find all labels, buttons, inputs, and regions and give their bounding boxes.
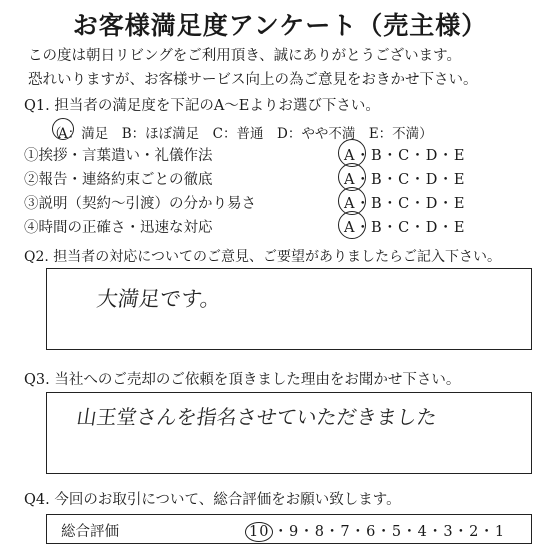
q1-legend: （A：満足 B：ほぼ満足 C：普通 D：やや不満 E：不満）: [48, 126, 433, 142]
overall-option-1[interactable]: 1: [494, 524, 506, 540]
overall-option-7[interactable]: 7: [340, 524, 351, 540]
overall-option-4[interactable]: 4: [417, 524, 428, 540]
q4-overall-label: 総合評価: [61, 524, 119, 540]
criteria-scale-4[interactable]: A・B・C・D・E: [344, 220, 466, 236]
q2-answer-box[interactable]: [46, 268, 532, 350]
overall-separator: ・: [402, 524, 418, 540]
overall-separator: ・: [479, 524, 495, 540]
overall-separator: ・: [453, 524, 470, 540]
criteria-scale-1[interactable]: A・B・C・D・E: [344, 148, 466, 164]
criteria-4-selected-circle: [338, 211, 366, 239]
q3-answer-text: 山王堂さんを指名させていただきました: [75, 405, 439, 429]
overall-separator: ・: [324, 524, 341, 540]
overall-option-10[interactable]: 10: [245, 522, 273, 542]
intro-line-2: 恐れいりますが、お客様サービス向上の為ご意見をおきかせ下さい。: [28, 72, 478, 88]
intro-line-1: この度は朝日リビングをご利用頂き、誠にありがとうございます。: [28, 48, 461, 64]
overall-separator: ・: [273, 524, 289, 540]
q1-legend-text: A：満足 B：ほぼ満足 C：普通 D：やや不満 E：不満）: [58, 126, 433, 142]
criteria-label-3: ③説明（契約〜引渡）の分かり易さ: [24, 196, 256, 212]
q3-answer-box[interactable]: [46, 392, 532, 474]
overall-option-2[interactable]: 2: [469, 524, 480, 540]
overall-option-3[interactable]: 3: [443, 524, 454, 540]
overall-separator: ・: [299, 524, 315, 540]
overall-separator: ・: [350, 524, 367, 540]
q2-question: Q2. 担当者の対応についてのご意見、ご要望がありましたらご記入下さい。: [24, 249, 502, 265]
criteria-label-4: ④時間の正確さ・迅速な対応: [24, 220, 213, 236]
q4-overall-scale[interactable]: [245, 520, 505, 542]
overall-option-9[interactable]: 9: [288, 524, 300, 540]
q4-overall-box: [46, 514, 532, 544]
legend-a-circle: [52, 118, 74, 140]
criteria-scale-2[interactable]: A・B・C・D・E: [344, 172, 466, 188]
overall-option-6[interactable]: 6: [366, 524, 377, 540]
q3-question: Q3. 当社へのご売却のご依頼を頂きました理由をお聞かせ下さい。: [24, 372, 461, 388]
q2-answer-text: 大満足です。: [95, 287, 223, 311]
page-title: お客様満足度アンケート（売主様）: [72, 11, 488, 40]
criteria-scale-3[interactable]: A・B・C・D・E: [344, 196, 466, 212]
criteria-label-2: ②報告・連絡約束ごとの徹底: [24, 172, 213, 188]
q1-question: Q1. 担当者の満足度を下記のA〜Eよりお選び下さい。: [24, 98, 380, 114]
overall-separator: ・: [376, 524, 392, 540]
overall-option-5[interactable]: 5: [391, 524, 403, 540]
overall-option-8[interactable]: 8: [314, 524, 325, 540]
overall-separator: ・: [427, 524, 444, 540]
criteria-label-1: ①挨拶・言葉遣い・礼儀作法: [24, 148, 213, 164]
q4-question: Q4. 今回のお取引について、総合評価をお願い致します。: [24, 492, 401, 508]
